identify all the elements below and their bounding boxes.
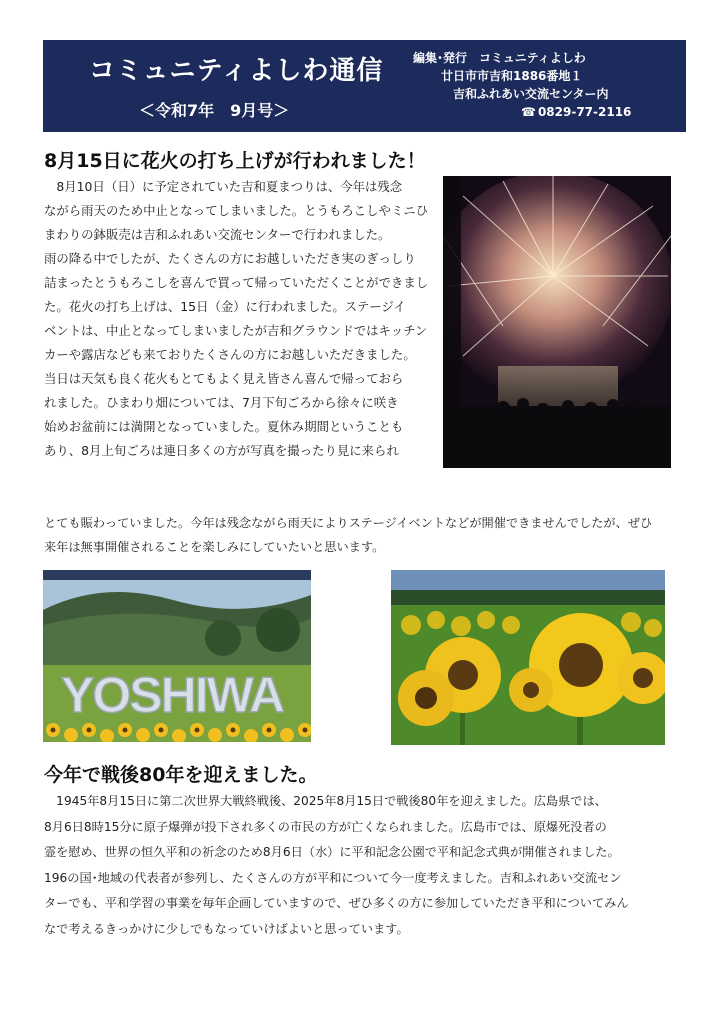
text-line: ながら雨天のため中止となってしまいました。とうもろこしやミニひ bbox=[44, 203, 429, 218]
text-line: 当日は天気も良く花火もとてもよく見え皆さん喜んで帰っておら bbox=[44, 371, 404, 386]
article2-body bbox=[44, 789, 694, 943]
address-line: 廿日市市吉和1886番地１ bbox=[441, 69, 583, 83]
fireworks-photo bbox=[443, 176, 671, 468]
text-line: 霊を慰め、世界の恒久平和の祈念のため8月6日（水）に平和記念公園で平和記念式典が開催されました。 bbox=[44, 845, 620, 860]
text-line: 雨の降る中でしたが、たくさんの方にお越しいただき実のぎっしり bbox=[44, 251, 416, 266]
sunflowers-photo bbox=[391, 570, 665, 745]
article1-body bbox=[44, 175, 440, 463]
text-line: た。花火の打ち上げは、15日（金）に行われました。ステージイ bbox=[44, 299, 406, 314]
article1-title: 8月15日に花火の打ち上げが行われました！ bbox=[44, 150, 426, 172]
yoshiwa-sign-text: YOSHIWA bbox=[61, 667, 284, 723]
text-line: まわりの鉢販売は吉和ふれあい交流センターで行われました。 bbox=[44, 227, 391, 242]
text-line: あり、8月上旬ごろは連日多くの方が写真を撮ったり見に来られ bbox=[44, 443, 399, 458]
publisher-info bbox=[413, 49, 631, 121]
text-line: 始めお盆前には満開となっていました。夏休み期間ということも bbox=[44, 419, 404, 434]
text-line: 8月10日（日）に予定されていた吉和夏まつりは、今年は残念 bbox=[44, 179, 403, 194]
newsletter-title: コミュニティよしわ通信 bbox=[89, 56, 384, 86]
text-line: なで考えるきっかけに少しでもなっていけばよいと思っています。 bbox=[44, 921, 409, 936]
text-line: れました。ひまわり畑については、7月下旬ごろから徐々に咲き bbox=[44, 395, 399, 410]
text-line: とても賑わっていました。今年は残念ながら雨天によりステージイベントなどが開催できませんでしたが、ぜひ bbox=[44, 516, 653, 530]
yoshiwa-sign-photo bbox=[43, 570, 311, 742]
text-line: 196の国･地域の代表者が参列し、たくさんの方が平和について今一度考えました。吉和ふれあい交流セン bbox=[44, 870, 622, 885]
phone-icon: ☎ bbox=[521, 105, 536, 119]
issue-label: ＜令和7年 9月号＞ bbox=[139, 101, 290, 120]
text-line: 来年は無事開催されることを楽しみにしていたいと思います。 bbox=[44, 540, 385, 554]
text-line: 1945年8月15日に第二次世界大戦終戦後、2025年8月15日で戦後80年を迎えました。広島県では、 bbox=[44, 794, 607, 808]
newsletter-header bbox=[43, 40, 686, 132]
phone-number: 0829-77-2116 bbox=[537, 105, 632, 119]
text-line: 詰まったとうもろこしを喜んで買って帰っていただくことができまし bbox=[44, 275, 429, 290]
text-line: ターでも、平和学習の事業を毎年企画していますので、ぜひ多くの方に参加していただき平和についてみん bbox=[44, 896, 629, 911]
article1-body-wide bbox=[44, 511, 684, 559]
text-line: カーや露店なども来ておりたくさんの方にお越しいただきました。 bbox=[44, 347, 416, 362]
text-line: ベントは、中止となってしまいましたが吉和グラウンドではキッチン bbox=[44, 323, 428, 338]
phone-line bbox=[413, 103, 631, 121]
text-line: 8月6日8時15分に原子爆弾が投下され多くの市民の方が亡くなられました。広島市では、原爆死没者の bbox=[44, 819, 607, 834]
article2-title: 今年で戦後80年を迎えました。 bbox=[44, 764, 318, 786]
editor-line: 編集･発行 コミュニティよしわ bbox=[413, 51, 586, 65]
center-line: 吉和ふれあい交流センター内 bbox=[453, 87, 609, 101]
